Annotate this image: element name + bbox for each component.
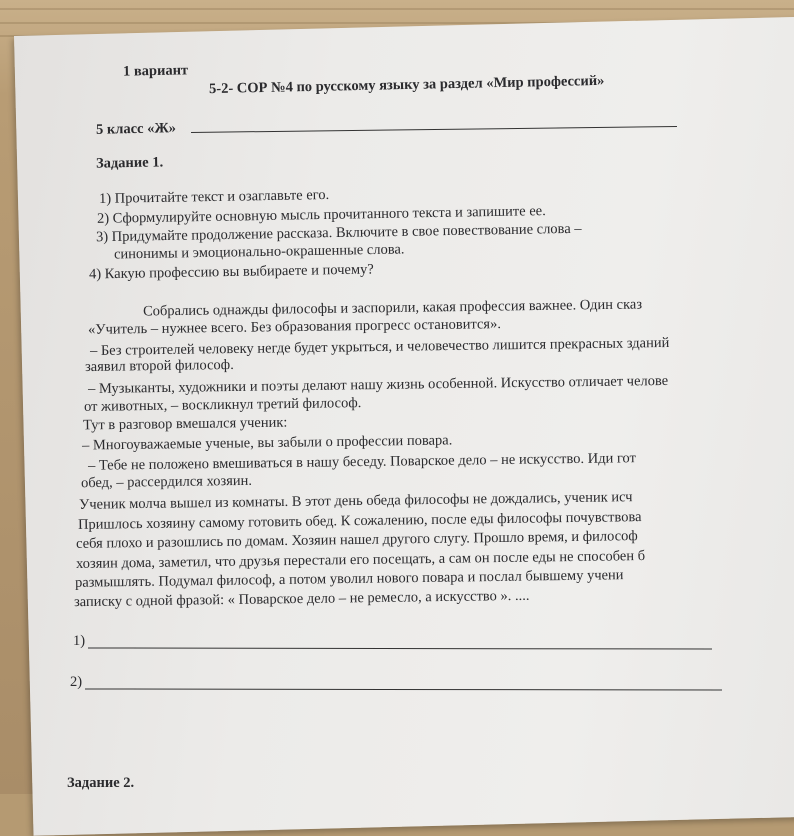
story-line: Ученик молча вышел из комнаты. В этот день обеда философы не дождались, ученик исч: [78, 489, 633, 513]
story-line: от животных, – воскликнул третий философ.: [83, 395, 362, 415]
story-line: Пришлось хозяину самому готовить обед. К сожалению, после еды философы почувствова: [77, 509, 642, 533]
story-line: «Учитель – нужнее всего. Без образования прогресс остановится».: [87, 316, 502, 338]
task2-heading: Задание 2.: [67, 775, 135, 791]
answer-1-label: 1): [73, 633, 86, 649]
task1-item: 4) Какую профессию вы выбираете и почему?: [88, 261, 374, 283]
story-line: Собрались однажды философы и заспорили, какая профессия важнее. Один сказ: [142, 296, 643, 320]
class-label: 5 класс «Ж»: [95, 120, 177, 138]
document-title: 5-2- СОР №4 по русскому языку за раздел «Мир профессий»: [208, 72, 605, 98]
story-line: обед, – рассердился хозяин.: [80, 472, 253, 492]
answer-2-label: 2): [70, 674, 83, 690]
answer-1-line[interactable]: [88, 647, 712, 649]
task1-item: синонимы и эмоционально-окрашенные слова.: [113, 241, 405, 263]
story-line: хозяин дома, заметил, что друзья перестали его посещать, а сам он после еды не способен б: [75, 548, 646, 572]
task1-item: 3) Придумайте продолжение рассказа. Включите в свое повествование слова –: [95, 220, 582, 246]
story-line: размышлять. Подумал философ, а потом уволил нового повара и послал бывшему учени: [74, 567, 624, 591]
name-underline: [191, 126, 677, 133]
story-line: заявил второй философ.: [84, 356, 234, 376]
story-line: Тут в разговор вмешался ученик:: [82, 414, 288, 434]
answer-2-line[interactable]: [85, 688, 722, 690]
story-line: записку с одной фразой: « Поварское дело – не ремесло, а искусство ». ....: [73, 587, 530, 611]
variant-label: 1 вариант: [122, 62, 189, 80]
task1-item: 2) Сформулируйте основную мысль прочитанного текста и запишите ее.: [96, 203, 546, 227]
story-line: себя плохо и разошлись по домам. Хозяин нашел другого слугу. Прошло время, и философ: [75, 528, 638, 552]
story-line: – Тебе не положено вмешиваться в нашу беседу. Поварское дело – не искусство. Иди гот: [87, 450, 636, 474]
story-line: – Без строителей человеку негде будет укрыться, и человечество лишится прекрасных зданий: [89, 334, 670, 360]
task1-heading: Задание 1.: [95, 154, 164, 172]
story-line: – Многоуважаемые ученые, вы забыли о профессии повара.: [81, 432, 453, 454]
story-line: – Музыканты, художники и поэты делают нашу жизнь особенной. Искусство отличает челове: [87, 372, 669, 398]
task1-item: 1) Прочитайте текст и озаглавьте его.: [98, 186, 330, 208]
